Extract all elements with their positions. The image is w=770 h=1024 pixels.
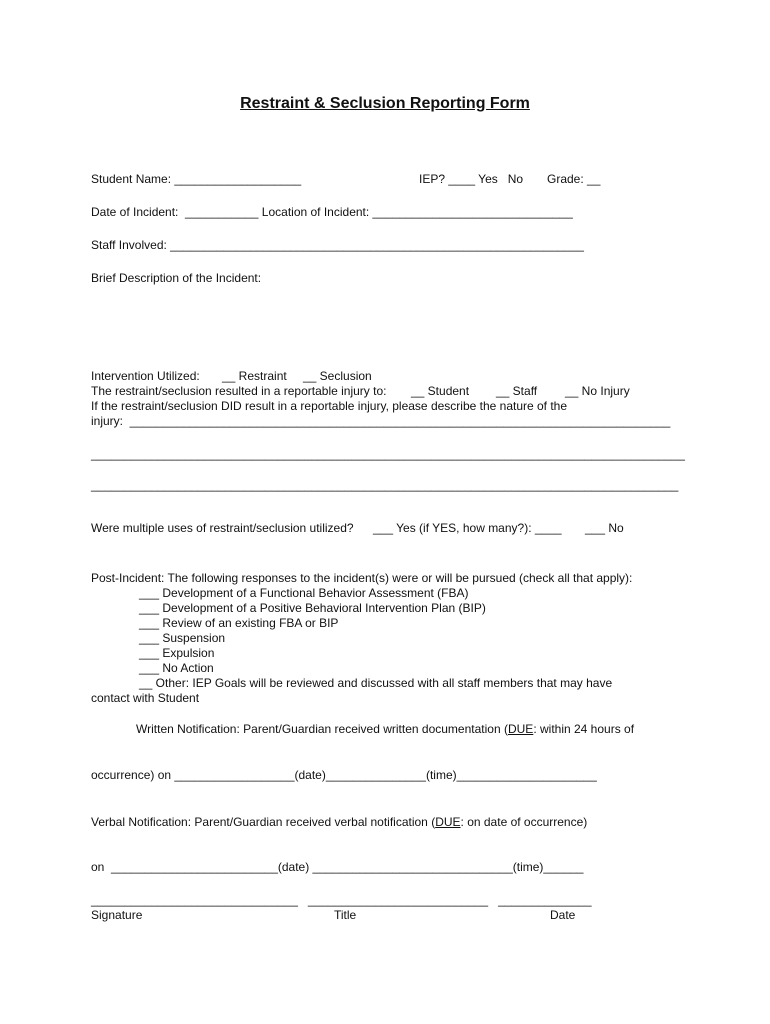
intervention-label: Intervention Utilized: xyxy=(91,369,200,383)
blank-line[interactable]: ________________________________________________________________________________________ xyxy=(91,478,679,492)
signature-lines[interactable]: _______________________________ ___________________________ ______________ xyxy=(91,893,592,907)
written-after: : within 24 hours of xyxy=(533,722,635,736)
written-notification-label xyxy=(136,722,634,736)
no-injury-checkbox[interactable]: __ No Injury xyxy=(565,384,630,398)
multiple-uses-no[interactable]: ___ No xyxy=(585,521,624,535)
post-incident-other-cont: contact with Student xyxy=(91,691,200,705)
post-incident-item[interactable]: ___ Expulsion xyxy=(139,646,215,660)
staff-involved-field[interactable]: Staff Involved: ______________________________________________________________ xyxy=(91,238,584,252)
verbal-notification-fields[interactable]: on _________________________(date) ______________________________(time)______ xyxy=(91,860,584,874)
verbal-before: Verbal Notification: Parent/Guardian received verbal notification ( xyxy=(91,815,436,829)
post-incident-item[interactable]: ___ Development of a Positive Behavioral Intervention Plan (BIP) xyxy=(139,601,486,615)
grade-field[interactable]: Grade: __ xyxy=(547,172,601,186)
iep-field[interactable]: IEP? ____ Yes No xyxy=(419,172,524,186)
written-notification-fields[interactable]: occurrence) on __________________(date)_______________(time)_____________________ xyxy=(91,768,597,782)
written-due: DUE xyxy=(507,722,534,736)
post-incident-item[interactable]: ___ Review of an existing FBA or BIP xyxy=(139,616,339,630)
signature-label: Signature xyxy=(91,908,143,922)
date-label: Date xyxy=(550,908,576,922)
post-incident-other[interactable]: __ Other: IEP Goals will be reviewed and discussed with all staff members that may have xyxy=(139,676,613,690)
title-label: Title xyxy=(334,908,357,922)
blank-line[interactable]: _________________________________________________________________________________________ xyxy=(91,447,685,461)
injury-instructions: If the restraint/seclusion DID result in a reportable injury, please describe the nature of the xyxy=(91,399,568,413)
post-incident-item[interactable]: ___ Suspension xyxy=(139,631,226,645)
injury-label: The restraint/seclusion resulted in a reportable injury to: xyxy=(91,384,387,398)
restraint-checkbox[interactable]: __ Restraint xyxy=(222,369,287,383)
post-incident-heading: Post-Incident: The following responses to the incident(s) were or will be pursued (check all that apply): xyxy=(91,571,633,585)
verbal-notification-label xyxy=(91,815,587,829)
injury-description-field[interactable]: injury: _________________________________________________________________________________ xyxy=(91,414,671,428)
multiple-uses-question: Were multiple uses of restraint/seclusion utilized? xyxy=(91,521,354,535)
post-incident-item[interactable]: ___ No Action xyxy=(139,661,214,675)
verbal-after: : on date of occurrence) xyxy=(460,815,588,829)
verbal-due: DUE xyxy=(435,815,461,829)
multiple-uses-yes[interactable]: ___ Yes (if YES, how many?): ____ xyxy=(373,521,562,535)
seclusion-checkbox[interactable]: __ Seclusion xyxy=(303,369,372,383)
written-before: Written Notification: Parent/Guardian received written documentation ( xyxy=(136,722,508,736)
post-incident-item[interactable]: ___ Development of a Functional Behavior Assessment (FBA) xyxy=(139,586,469,600)
form-title: Restraint & Seclusion Reporting Form xyxy=(240,95,530,112)
injury-staff-checkbox[interactable]: __ Staff xyxy=(496,384,538,398)
student-name-field[interactable]: Student Name: ___________________ xyxy=(91,172,302,186)
date-location-field[interactable]: Date of Incident: ___________ Location of Incident: ______________________________ xyxy=(91,205,573,219)
injury-student-checkbox[interactable]: __ Student xyxy=(411,384,470,398)
brief-description-label: Brief Description of the Incident: xyxy=(91,271,262,285)
